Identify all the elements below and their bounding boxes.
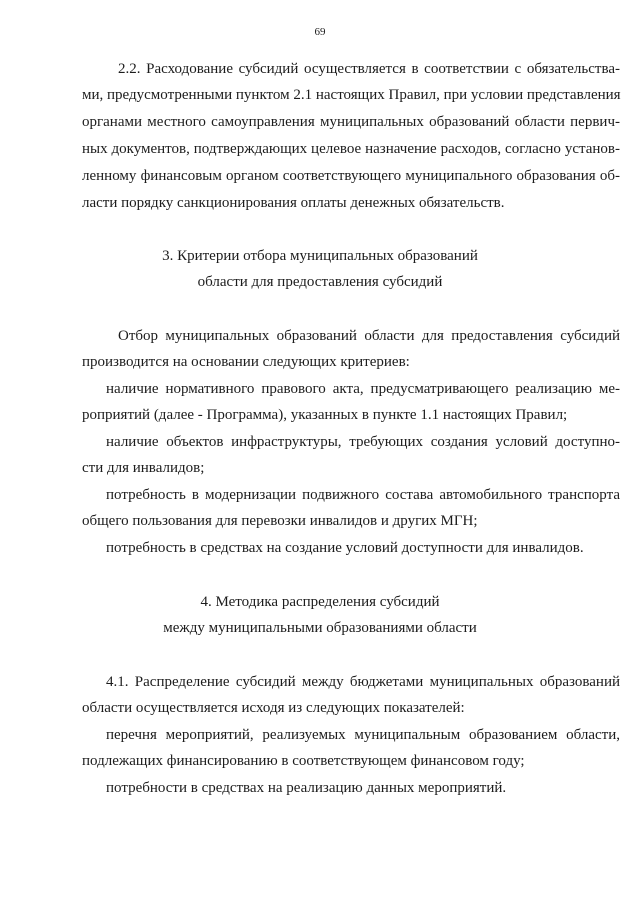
- indicator-line: перечня мероприятий, реализуемых муниципальным образованием области,: [106, 727, 620, 743]
- text-line: Отбор муниципальных образований области для предоставления субсидий: [118, 328, 620, 344]
- text-line: ласти порядку санкционирования оплаты денежных обязательств.: [82, 195, 505, 211]
- text-line: 2.2. Расходование субсидий осуществляется в соответствии с обязательства-: [118, 61, 620, 77]
- indicator-line: подлежащих финансированию в соответствующем финансовом году;: [82, 753, 525, 769]
- section-3-heading-line-1: 3. Критерии отбора муниципальных образований: [162, 248, 478, 264]
- text-line: производится на основании следующих критериев:: [82, 354, 410, 370]
- criterion-line: сти для инвалидов;: [82, 460, 205, 476]
- section-4-heading-line-1: 4. Методика распределения субсидий: [200, 594, 440, 610]
- indicator-line: потребности в средствах на реализацию данных мероприятий.: [106, 780, 507, 796]
- text-line: 4.1. Распределение субсидий между бюджетами муниципальных образований: [106, 674, 620, 690]
- criterion-line: потребность в средствах на создание условий доступности для инвалидов.: [106, 540, 584, 556]
- text-line: области осуществляется исходя из следующих показателей:: [82, 700, 465, 716]
- text-line: ных документов, подтверждающих целевое назначение расходов, согласно установ-: [82, 141, 620, 157]
- criterion-line: общего пользования для перевозки инвалидов и других МГН;: [82, 513, 478, 529]
- text-line: ми, предусмотренными пунктом 2.1 настоящих Правил, при условии представления: [82, 87, 621, 103]
- criterion-line: наличие нормативного правового акта, предусматривающего реализацию ме-: [106, 381, 620, 397]
- page-number: 69: [314, 26, 326, 38]
- criterion-line: роприятий (далее - Программа), указанных в пункте 1.1 настоящих Правил;: [82, 407, 568, 423]
- section-4-heading-line-2: между муниципальными образованиями области: [163, 620, 477, 636]
- criterion-line: потребность в модернизации подвижного состава автомобильного транспорта: [106, 487, 620, 503]
- text-line: ленному финансовым органом соответствующего муниципального образования об-: [82, 168, 620, 184]
- criterion-line: наличие объектов инфраструктуры, требующих создания условий доступно-: [106, 434, 620, 450]
- section-3-heading-line-2: области для предоставления субсидий: [197, 274, 443, 290]
- text-line: органами местного самоуправления муниципальных образований области первич-: [82, 114, 620, 130]
